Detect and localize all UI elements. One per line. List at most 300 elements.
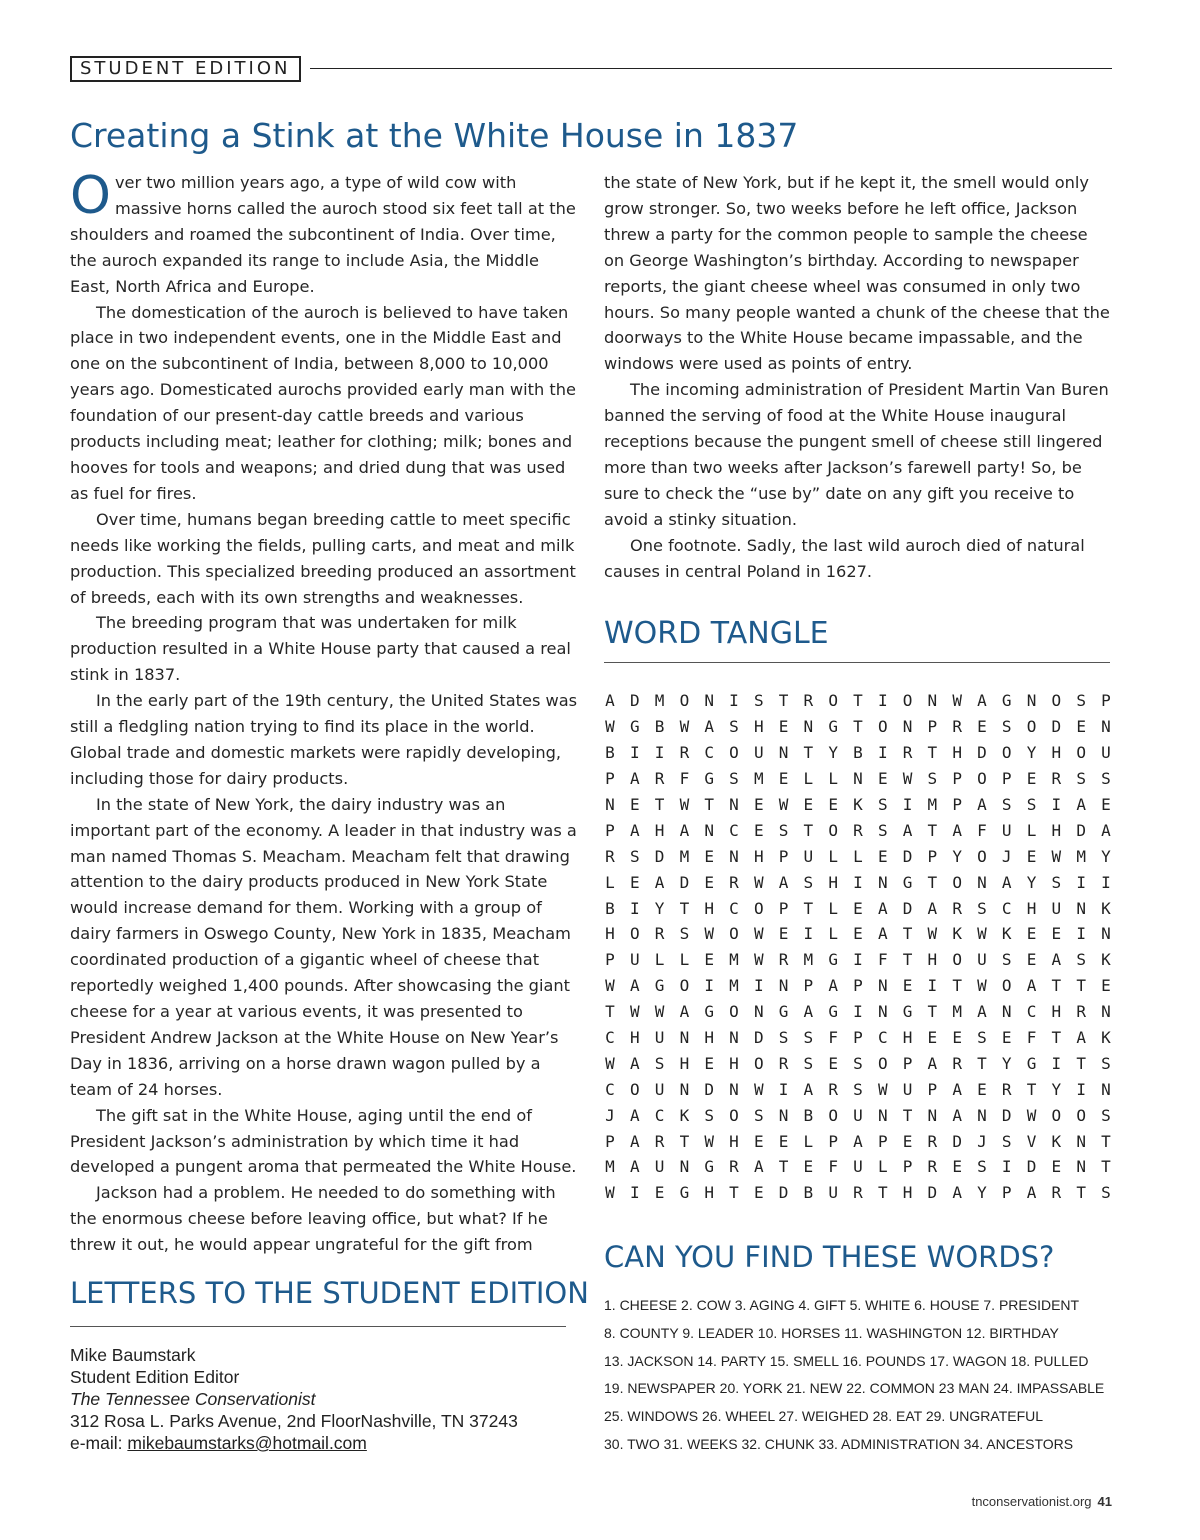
grid-letter: P — [605, 950, 615, 970]
grid-letter: S — [753, 1105, 764, 1125]
grid-letter: S — [1101, 1183, 1111, 1203]
grid-letter: O — [828, 691, 838, 711]
grid-letter: T — [605, 1002, 615, 1022]
article-right-column — [604, 170, 1112, 585]
grid-letter: N — [877, 1002, 888, 1022]
grid-letter: T — [729, 1183, 739, 1203]
grid-letter: M — [753, 769, 764, 789]
find-words-line: 25. WINDOWS 26. WHEEL 27. WEIGHED 28. EAT 29. UNGRATEFUL — [604, 1408, 1044, 1425]
word-tangle-grid — [604, 688, 1112, 1206]
find-words-line: 8. COUNTY 9. LEADER 10. HORSES 11. WASHINGTON 12. BIRTHDAY — [604, 1324, 1059, 1341]
find-words-line: 13. JACKSON 14. PARTY 15. SMELL 16. POUNDS 17. WAGON 18. PULLED — [604, 1352, 1089, 1369]
grid-letter: M — [729, 950, 739, 970]
grid-letter: S — [654, 1053, 665, 1073]
grid-letter: N — [1076, 1131, 1086, 1151]
grid-letter: N — [729, 1028, 739, 1048]
grid-letter: E — [977, 717, 987, 737]
grid-letter: U — [853, 1157, 863, 1177]
article-paragraph: Jackson had a problem. He needed to do something with the enormous cheese before leaving office, but what? If he threw it out, he would appear ungrateful for the gift from — [70, 1183, 556, 1255]
grid-letter: E — [1026, 950, 1037, 970]
grid-letter: T — [853, 717, 863, 737]
grid-letter: E — [778, 769, 789, 789]
grid-letter: O — [877, 717, 888, 737]
grid-letter: A — [952, 1079, 962, 1099]
grid-letter: O — [828, 820, 838, 840]
grid-letter: W — [605, 1183, 615, 1203]
grid-letter: S — [877, 795, 888, 814]
grid-letter: V — [1026, 1131, 1037, 1151]
email-line — [70, 1432, 518, 1454]
grid-letter: R — [654, 924, 665, 944]
grid-letter: H — [952, 743, 962, 763]
grid-letter: S — [778, 1028, 789, 1048]
grid-letter: I — [1051, 795, 1062, 814]
grid-letter: O — [729, 924, 739, 944]
grid-letter: P — [778, 846, 789, 866]
grid-letter: K — [1051, 1131, 1062, 1151]
grid-letter: R — [952, 717, 962, 737]
grid-letter: W — [1051, 846, 1062, 866]
article-paragraph: Over time, humans began breeding cattle to meet specific needs like working the fields, pulling carts, and meat and milk production. This specialized breeding produced an assortment of breeds, each with its own strengths and weaknesses. — [70, 509, 576, 607]
grid-letter: D — [902, 898, 913, 918]
grid-letter: I — [853, 950, 863, 970]
grid-letter: A — [1076, 795, 1086, 814]
grid-letter: E — [1101, 795, 1111, 814]
grid-row — [604, 740, 1112, 766]
article-paragraph: In the state of New York, the dairy industry was an important part of the economy. A leader in that industry was a man named Thomas S. Meacham. Meacham felt that drawing attention to the dairy products produced in New York State would increase demand for them. Working with a group of dairy farmers in Oswego County, New York in 1835, Meacham coordinated production of a gigantic wheel of cheese that reportedly weighed 1,400 pounds. After showcasing the giant cheese for a year at various events, it was presented to President Andrew Jackson at the White House on New Year’s Day in 1836, arriving on a horse drawn wagon pulled by a team of 24 horses. — [70, 794, 577, 1099]
grid-letter: L — [877, 1157, 888, 1177]
grid-letter: O — [729, 1002, 739, 1022]
grid-letter: H — [729, 1053, 739, 1073]
grid-letter: O — [753, 1053, 764, 1073]
grid-letter: P — [853, 976, 863, 996]
grid-letter: I — [1076, 872, 1086, 892]
page-footer — [972, 1494, 1112, 1509]
grid-letter: C — [877, 1028, 888, 1048]
grid-letter: O — [629, 1079, 640, 1099]
grid-letter: E — [803, 795, 814, 814]
grid-letter: S — [803, 1028, 814, 1048]
grid-letter: N — [877, 976, 888, 996]
grid-letter: N — [1076, 898, 1086, 918]
grid-letter: E — [778, 924, 789, 944]
grid-letter: L — [828, 769, 838, 789]
grid-letter: U — [1051, 898, 1062, 918]
grid-letter: H — [654, 820, 665, 840]
grid-letter: H — [704, 1183, 714, 1203]
grid-letter: S — [1051, 872, 1062, 892]
grid-letter: H — [1026, 898, 1037, 918]
grid-letter: W — [605, 717, 615, 737]
grid-letter: S — [1101, 1105, 1111, 1125]
edition-label: STUDENT EDITION — [70, 56, 301, 82]
grid-letter: N — [753, 1002, 764, 1022]
grid-letter: M — [654, 691, 665, 711]
grid-letter: I — [704, 976, 714, 996]
grid-letter: A — [629, 1157, 640, 1177]
grid-letter: L — [853, 846, 863, 866]
grid-letter: R — [679, 743, 690, 763]
grid-letter: N — [1101, 1002, 1111, 1022]
grid-letter: K — [1101, 898, 1111, 918]
grid-letter: W — [679, 717, 690, 737]
grid-letter: D — [1026, 1157, 1037, 1177]
grid-letter: H — [704, 1028, 714, 1048]
grid-letter: A — [778, 872, 789, 892]
grid-letter: L — [803, 1131, 814, 1151]
grid-row — [604, 1128, 1112, 1154]
grid-letter: A — [753, 1157, 764, 1177]
grid-letter: E — [753, 795, 764, 814]
grid-letter: R — [654, 1131, 665, 1151]
grid-letter: T — [1076, 976, 1086, 996]
grid-letter: N — [877, 1105, 888, 1125]
grid-letter: C — [1026, 1002, 1037, 1022]
article-paragraph: The breeding program that was undertaken for milk production resulted in a White House party that caused a real stink in 1837. — [70, 613, 571, 685]
grid-letter: A — [629, 976, 640, 996]
grid-letter: O — [729, 1105, 739, 1125]
first-paragraph-text: ver two million years ago, a type of wild cow with massive horns called the auroch stood six feet tall at the shoulders and roamed the subcontinent of India. Over time, the auroch expanded its range to include Asia, the Middle East, North Africa and Europe. — [70, 173, 576, 296]
grid-letter: U — [753, 743, 764, 763]
grid-letter: A — [1051, 950, 1062, 970]
grid-letter: U — [803, 846, 814, 866]
grid-letter: L — [828, 898, 838, 918]
grid-letter: E — [704, 1053, 714, 1073]
grid-letter: L — [654, 950, 665, 970]
grid-letter: E — [778, 1131, 789, 1151]
grid-letter: N — [679, 1079, 690, 1099]
grid-letter: O — [679, 691, 690, 711]
grid-letter: Y — [1051, 1079, 1062, 1099]
grid-letter: S — [977, 1028, 987, 1048]
grid-letter: E — [704, 846, 714, 866]
grid-letter: E — [1101, 976, 1111, 996]
grid-letter: W — [778, 795, 789, 814]
editor-name: Mike Baumstark — [70, 1345, 196, 1365]
grid-letter: E — [977, 1079, 987, 1099]
footer-site: tnconservationist.org — [971, 1494, 1092, 1509]
grid-letter: R — [778, 1053, 789, 1073]
grid-letter: T — [927, 1002, 938, 1022]
grid-letter: A — [629, 1105, 640, 1125]
grid-letter: U — [654, 1157, 665, 1177]
grid-letter: A — [877, 898, 888, 918]
grid-letter: C — [704, 743, 714, 763]
grid-letter: D — [1001, 1105, 1012, 1125]
grid-letter: O — [1001, 976, 1012, 996]
grid-letter: N — [1101, 717, 1111, 737]
grid-letter: K — [679, 1105, 690, 1125]
editor-role: Student Edition Editor — [70, 1367, 240, 1387]
grid-letter: N — [977, 872, 987, 892]
grid-letter: E — [952, 1157, 962, 1177]
grid-letter: I — [853, 872, 863, 892]
publication-name: The Tennessee Conservationist — [70, 1389, 316, 1409]
grid-letter: E — [1051, 1157, 1062, 1177]
grid-row — [604, 817, 1112, 843]
grid-letter: P — [927, 1079, 938, 1099]
grid-letter: I — [1076, 924, 1086, 944]
grid-letter: P — [952, 769, 962, 789]
grid-letter: N — [1026, 691, 1037, 711]
grid-letter: F — [828, 1157, 838, 1177]
grid-letter: P — [877, 1131, 888, 1151]
grid-letter: N — [927, 691, 938, 711]
grid-letter: S — [803, 1053, 814, 1073]
grid-letter: S — [853, 1053, 863, 1073]
grid-letter: E — [803, 1157, 814, 1177]
email-link[interactable]: mikebaumstarks@hotmail.com — [127, 1433, 367, 1453]
grid-row — [604, 792, 1112, 818]
grid-letter: N — [704, 820, 714, 840]
grid-letter: U — [902, 1079, 913, 1099]
grid-row — [604, 688, 1112, 714]
grid-letter: S — [704, 1105, 714, 1125]
grid-letter: I — [753, 976, 764, 996]
grid-letter: O — [902, 691, 913, 711]
grid-letter: H — [1051, 1002, 1062, 1022]
email-label: e-mail: — [70, 1433, 128, 1453]
grid-letter: D — [1076, 820, 1086, 840]
grid-letter: P — [803, 976, 814, 996]
grid-letter: R — [902, 743, 913, 763]
grid-letter: F — [828, 1028, 838, 1048]
grid-letter: K — [952, 924, 962, 944]
grid-letter: T — [902, 1105, 913, 1125]
grid-letter: E — [877, 769, 888, 789]
grid-letter: W — [704, 1131, 714, 1151]
grid-letter: S — [1001, 1131, 1012, 1151]
grid-letter: J — [605, 1105, 615, 1125]
grid-letter: G — [704, 1157, 714, 1177]
grid-letter: R — [952, 898, 962, 918]
grid-letter: T — [853, 691, 863, 711]
grid-letter: E — [1001, 1028, 1012, 1048]
grid-letter: D — [927, 1183, 938, 1203]
grid-letter: G — [828, 1002, 838, 1022]
grid-letter: S — [629, 846, 640, 866]
grid-letter: O — [877, 1053, 888, 1073]
grid-letter: S — [803, 872, 814, 892]
grid-letter: R — [778, 950, 789, 970]
grid-letter: A — [828, 976, 838, 996]
grid-letter: R — [952, 1053, 962, 1073]
grid-letter: A — [977, 1002, 987, 1022]
grid-row — [604, 999, 1112, 1025]
grid-letter: D — [1051, 717, 1062, 737]
letters-rule — [70, 1326, 566, 1327]
grid-letter: U — [654, 1028, 665, 1048]
article-paragraph: One footnote. Sadly, the last wild auroch died of natural causes in central Poland in 1627. — [604, 535, 1085, 581]
grid-letter: T — [679, 1131, 690, 1151]
grid-letter: P — [902, 1157, 913, 1177]
grid-letter: N — [1076, 1157, 1086, 1177]
grid-letter: H — [679, 1053, 690, 1073]
grid-letter: N — [729, 795, 739, 814]
grid-letter: N — [679, 1028, 690, 1048]
grid-letter: S — [729, 769, 739, 789]
grid-letter: P — [1001, 1183, 1012, 1203]
grid-letter: I — [1101, 872, 1111, 892]
grid-letter: W — [877, 1079, 888, 1099]
grid-letter: N — [1101, 1079, 1111, 1099]
page-number: 41 — [1097, 1494, 1112, 1509]
grid-letter: R — [1051, 769, 1062, 789]
grid-letter: P — [778, 898, 789, 918]
grid-letter: W — [753, 950, 764, 970]
grid-letter: U — [1001, 820, 1012, 840]
grid-letter: A — [977, 795, 987, 814]
grid-letter: E — [877, 846, 888, 866]
grid-letter: P — [1001, 769, 1012, 789]
grid-letter: D — [977, 743, 987, 763]
grid-letter: H — [902, 1183, 913, 1203]
grid-letter: M — [952, 1002, 962, 1022]
grid-letter: T — [803, 743, 814, 763]
grid-letter: U — [654, 1079, 665, 1099]
find-words-heading: CAN YOU FIND THESE WORDS? — [604, 1240, 1055, 1274]
grid-letter: A — [977, 691, 987, 711]
grid-letter: C — [729, 898, 739, 918]
grid-letter: S — [877, 820, 888, 840]
grid-letter: E — [853, 924, 863, 944]
grid-letter: S — [729, 717, 739, 737]
grid-letter: W — [1026, 1105, 1037, 1125]
grid-letter: G — [902, 872, 913, 892]
grid-letter: W — [704, 924, 714, 944]
grid-letter: Y — [828, 743, 838, 763]
grid-letter: I — [778, 1079, 789, 1099]
grid-letter: A — [803, 1079, 814, 1099]
grid-letter: W — [605, 1053, 615, 1073]
grid-letter: C — [729, 820, 739, 840]
grid-letter: O — [1051, 691, 1062, 711]
grid-letter: R — [803, 691, 814, 711]
grid-letter: S — [1101, 769, 1111, 789]
grid-letter: F — [1026, 1028, 1037, 1048]
grid-letter: W — [753, 872, 764, 892]
grid-letter: G — [902, 1002, 913, 1022]
grid-letter: W — [927, 924, 938, 944]
grid-letter: A — [679, 820, 690, 840]
grid-letter: W — [902, 769, 913, 789]
grid-letter: O — [729, 743, 739, 763]
grid-letter: S — [1026, 795, 1037, 814]
grid-letter: I — [654, 743, 665, 763]
grid-letter: T — [778, 691, 789, 711]
grid-letter: H — [605, 924, 615, 944]
grid-letter: A — [853, 1131, 863, 1151]
grid-letter: S — [1076, 950, 1086, 970]
grid-letter: I — [877, 691, 888, 711]
grid-row — [604, 843, 1112, 869]
grid-letter: R — [605, 846, 615, 866]
article-paragraph: In the early part of the 19th century, the United States was still a fledgling nation trying to find its place in the world. Global trade and domestic markets were rapidly developing, including those for dairy products. — [70, 691, 578, 788]
grid-letter: N — [977, 1105, 987, 1125]
grid-letter: S — [679, 924, 690, 944]
drop-cap: O — [70, 166, 111, 226]
grid-letter: T — [902, 924, 913, 944]
grid-letter: G — [704, 1002, 714, 1022]
grid-letter: M — [1076, 846, 1086, 866]
grid-letter: I — [902, 795, 913, 814]
grid-letter: R — [729, 1157, 739, 1177]
grid-letter: G — [1026, 1053, 1037, 1073]
grid-letter: T — [902, 950, 913, 970]
grid-letter: L — [803, 769, 814, 789]
grid-letter: B — [803, 1183, 814, 1203]
grid-letter: R — [828, 1079, 838, 1099]
grid-letter: I — [877, 743, 888, 763]
grid-letter: W — [605, 976, 615, 996]
grid-letter: K — [1101, 1028, 1111, 1048]
grid-letter: H — [753, 846, 764, 866]
grid-letter: T — [1051, 976, 1062, 996]
grid-letter: P — [605, 820, 615, 840]
grid-letter: G — [1001, 691, 1012, 711]
grid-letter: T — [679, 898, 690, 918]
grid-letter: W — [629, 1002, 640, 1022]
grid-letter: D — [778, 1183, 789, 1203]
grid-letter: T — [1101, 1131, 1111, 1151]
grid-letter: R — [654, 769, 665, 789]
grid-letter: F — [977, 820, 987, 840]
grid-letter: E — [753, 1131, 764, 1151]
grid-letter: N — [1001, 1002, 1012, 1022]
grid-letter: L — [828, 846, 838, 866]
grid-letter: E — [1026, 846, 1037, 866]
grid-letter: A — [629, 820, 640, 840]
grid-letter: L — [679, 950, 690, 970]
grid-letter: W — [977, 924, 987, 944]
grid-letter: M — [605, 1157, 615, 1177]
grid-letter: T — [803, 820, 814, 840]
grid-letter: T — [877, 1183, 888, 1203]
grid-letter: E — [629, 872, 640, 892]
grid-letter: P — [828, 1131, 838, 1151]
grid-letter: P — [1101, 691, 1111, 711]
grid-letter: A — [1026, 1183, 1037, 1203]
grid-letter: Y — [1026, 743, 1037, 763]
grid-letter: J — [977, 1131, 987, 1151]
grid-letter: S — [1076, 769, 1086, 789]
grid-letter: O — [1076, 1105, 1086, 1125]
grid-letter: E — [1051, 924, 1062, 944]
grid-letter: G — [778, 1002, 789, 1022]
grid-letter: E — [704, 950, 714, 970]
grid-letter: J — [1001, 846, 1012, 866]
grid-letter: Y — [1101, 846, 1111, 866]
grid-letter: P — [952, 795, 962, 814]
grid-letter: T — [654, 795, 665, 814]
grid-letter: T — [778, 1157, 789, 1177]
article-title: Creating a Stink at the White House in 1837 — [70, 116, 799, 155]
grid-letter: W — [753, 924, 764, 944]
grid-letter: U — [629, 950, 640, 970]
grid-letter: A — [803, 1002, 814, 1022]
grid-letter: A — [902, 820, 913, 840]
article-paragraph: The gift sat in the White House, aging until the end of President Jackson’s administration by which time it had developed a pungent aroma that permeated the White House. — [70, 1105, 577, 1177]
grid-letter: O — [952, 950, 962, 970]
grid-letter: A — [1001, 872, 1012, 892]
grid-letter: E — [828, 795, 838, 814]
grid-letter: W — [952, 691, 962, 711]
grid-letter: C — [605, 1028, 615, 1048]
grid-letter: A — [877, 924, 888, 944]
letters-address — [70, 1344, 518, 1454]
grid-letter: H — [1051, 820, 1062, 840]
grid-letter: N — [778, 743, 789, 763]
